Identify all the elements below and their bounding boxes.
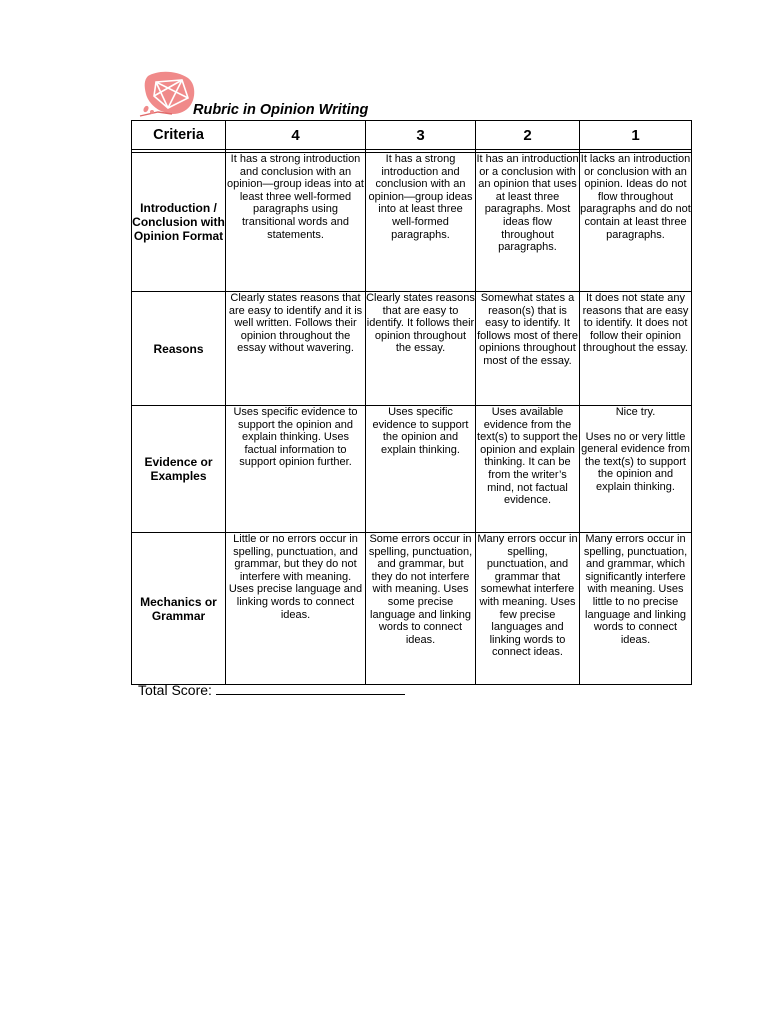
score-cell-1-text: Uses no or very little general evidence from the text(s) to support the opinion and explain thinking. — [581, 430, 690, 493]
score-cell-1: It does not state any reasons that are easy to identify. It does not follow their opinion throughout the essay. — [580, 292, 692, 406]
total-score-label: Total Score: — [138, 682, 212, 698]
column-header-4: 4 — [226, 121, 366, 150]
score-cell-1 — [580, 406, 692, 533]
score-cell-1-note: Nice try. — [615, 406, 656, 418]
criteria-cell: Introduction / Conclusion with Opinion Format — [132, 153, 226, 292]
criteria-cell: Mechanics or Grammar — [132, 533, 226, 685]
score-cell-3: It has a strong introduction and conclusion with an opinion—group ideas into at least three well-formed paragraphs. — [366, 153, 476, 292]
column-header-2: 2 — [476, 121, 580, 150]
score-cell-2: Somewhat states a reason(s) that is easy to identify. It follows most of there opinions throughout most of the essay. — [476, 292, 580, 406]
column-header-1: 1 — [580, 121, 692, 150]
score-cell-4: Clearly states reasons that are easy to identify and it is well written. Follows their opinion throughout the essay without wavering. — [226, 292, 366, 406]
rubric-table — [131, 120, 692, 685]
criteria-cell: Evidence or Examples — [132, 406, 226, 533]
column-header-criteria: Criteria — [132, 121, 226, 150]
score-cell-2: Uses available evidence from the text(s) to support the opinion and explain thinking. It can be from the writer’s mind, not factual evidence. — [476, 406, 580, 533]
table-row — [132, 153, 692, 292]
rubric-logo-icon — [138, 68, 200, 120]
page-title: Rubric in Opinion Writing — [193, 102, 369, 118]
score-cell-2: It has an introduction or a conclusion with an opinion that uses at least three paragraphs. Most ideas flow throughout paragraphs. — [476, 153, 580, 292]
score-cell-3: Uses specific evidence to support the opinion and explain thinking. — [366, 406, 476, 533]
score-cell-2: Many errors occur in spelling, punctuation, and grammar that somewhat interfere with meaning. Uses few precise languages and linking words to connect ideas. — [476, 533, 580, 685]
score-cell-1: Many errors occur in spelling, punctuation, and grammar, which significantly interfere with meaning. Uses little to no precise language and linking words to connect ideas. — [580, 533, 692, 685]
score-cell-4: It has a strong introduction and conclusion with an opinion—group ideas into at least three well-formed paragraphs using transitional words and statements. — [226, 153, 366, 292]
column-header-3: 3 — [366, 121, 476, 150]
criteria-cell: Reasons — [132, 292, 226, 406]
score-cell-4: Uses specific evidence to support the opinion and explain thinking. Uses factual information to support opinion further. — [226, 406, 366, 533]
score-cell-3: Some errors occur in spelling, punctuation, and grammar, but they do not interfere with meaning. Uses some precise language and linking words to connect ideas. — [366, 533, 476, 685]
table-header-row — [132, 121, 692, 150]
score-cell-4: Little or no errors occur in spelling, punctuation, and grammar, but they do not interfere with meaning. Uses precise language and linking words to connect ideas. — [226, 533, 366, 685]
score-cell-1: It lacks an introduction or conclusion with an opinion. Ideas do not flow throughout paragraphs and do not contain at least three paragraphs. — [580, 153, 692, 292]
table-row — [132, 533, 692, 685]
total-score — [138, 682, 405, 698]
score-cell-3: Clearly states reasons that are easy to identify. It follows their opinion throughout the essay. — [366, 292, 476, 406]
table-row — [132, 406, 692, 533]
table-row — [132, 292, 692, 406]
total-score-line[interactable] — [216, 682, 405, 695]
